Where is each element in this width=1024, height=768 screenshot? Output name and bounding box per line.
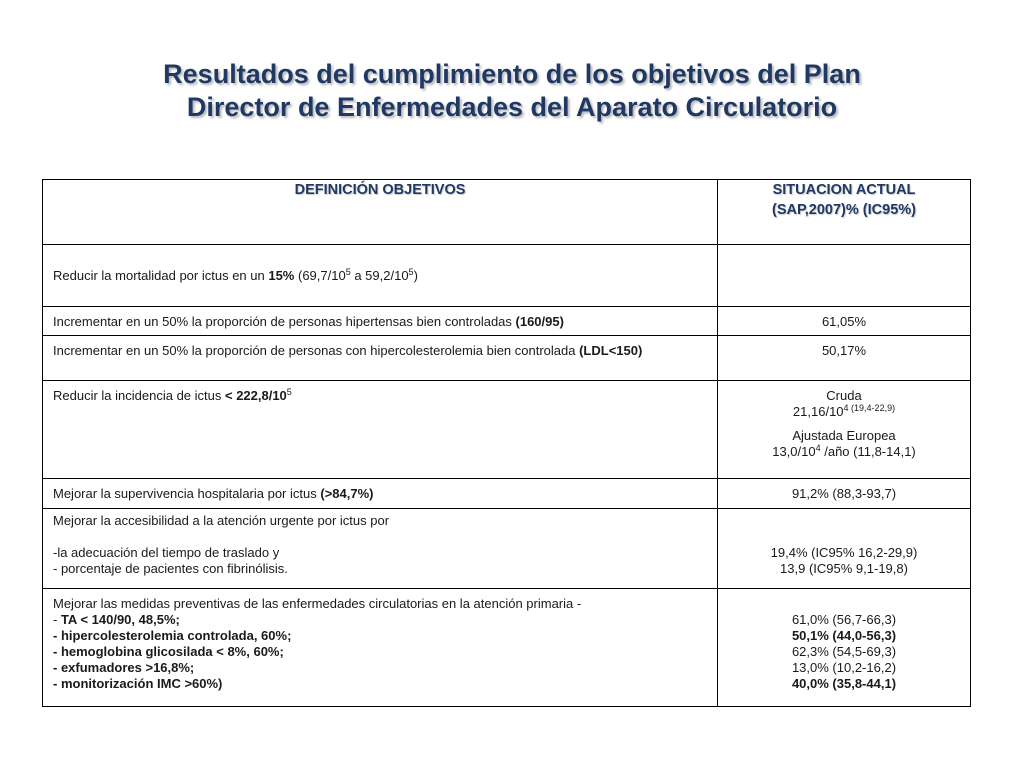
- row7-line3: - hipercolesterolemia controlada, 60%;: [53, 628, 292, 643]
- cruda-sup-ic: (19,4-22,9): [848, 403, 896, 413]
- table-row: [43, 245, 971, 307]
- row7-line1: Mejorar las medidas preventivas de las enfermedades circulatorias en la atención primaria -: [53, 596, 582, 611]
- row1-text-3: a 59,2/10: [350, 267, 409, 283]
- objective-accesibilidad: [43, 509, 718, 589]
- row2-text: Incrementar en un 50% la proporción de personas hipertensas bien controladas: [53, 314, 516, 329]
- title-line-1: Resultados del cumplimiento de los objetivos del Plan: [163, 59, 861, 89]
- table-row: [43, 307, 971, 336]
- table-row: [43, 509, 971, 589]
- result-supervivencia: 91,2% (88,3-93,7): [718, 479, 971, 509]
- row7-line4: - hemoglobina glicosilada < 8%, 60%;: [53, 644, 284, 659]
- cruda-value: [728, 404, 960, 420]
- result-hipertensas: 61,05%: [718, 307, 971, 336]
- ajustada-value-rest: /año (11,8-14,1): [820, 444, 916, 459]
- row4-sup: 5: [286, 387, 292, 397]
- row7-line2-bold: TA < 140/90, 48,5%;: [60, 612, 180, 627]
- row7-line5: - exfumadores >16,8%;: [53, 660, 195, 675]
- row7-result4: 13,0% (10,2-16,2): [791, 660, 897, 675]
- cruda-label: Cruda: [826, 388, 862, 403]
- header-situacion-actual: [718, 180, 971, 245]
- row6-line3: - porcentaje de pacientes con fibrinólisis.: [53, 561, 288, 576]
- result-mortalidad-ictus: [718, 245, 971, 307]
- row6-result2: 13,9 (IC95% 9,1-19,8): [780, 561, 908, 576]
- row4-text: Reducir la incidencia de ictus: [53, 388, 225, 403]
- objective-supervivencia: [43, 479, 718, 509]
- row3-text: Incrementar en un 50% la proporción de personas con hipercolesterolemia bien controlada: [53, 343, 580, 358]
- table-row: [43, 336, 971, 381]
- ajustada-value-text: 13,0/10: [772, 444, 816, 459]
- row5-text: Mejorar la supervivencia hospitalaria por ictus: [53, 486, 321, 501]
- row7-result3: 62,3% (54,5-69,3): [791, 644, 897, 659]
- objective-mortalidad-ictus: [43, 245, 718, 307]
- ajustada-label: Ajustada Europea: [792, 428, 896, 443]
- table-row: [43, 589, 971, 707]
- row7-result1: 61,0% (56,7-66,3): [791, 612, 897, 627]
- row6-result1: 19,4% (IC95% 16,2-29,9): [770, 545, 918, 560]
- row4-bold: < 222,8/10: [224, 388, 287, 403]
- header-col2-line1: SITUACION ACTUAL: [772, 182, 916, 198]
- ajustada-value: [728, 444, 960, 460]
- table-row: [43, 479, 971, 509]
- row7-result2: 50,1% (44,0-56,3): [791, 628, 897, 643]
- row1-sup-2: 5: [408, 266, 414, 277]
- objective-hipertensas: [43, 307, 718, 336]
- row6-line2: -la adecuación del tiempo de traslado y: [53, 545, 280, 560]
- header-col2-line2: (SAP,2007)% (IC95%): [772, 202, 916, 218]
- row7-line2-dash: -: [53, 612, 61, 627]
- objective-incidencia-ictus: [43, 381, 718, 479]
- title-line-2: Director de Enfermedades del Aparato Circulatorio: [186, 92, 838, 122]
- table-header-row: [43, 180, 971, 245]
- objective-medidas-preventivas: [43, 589, 718, 707]
- row7-result5: 40,0% (35,8-44,1): [791, 676, 897, 691]
- objective-hipercolesterolemia: [43, 336, 718, 381]
- row2-bold: (160/95): [515, 314, 564, 329]
- cruda-sup-exp: 4: [843, 403, 849, 413]
- ajustada-sup: 4: [815, 443, 821, 453]
- header-col1-text: DEFINICIÓN OBJETIVOS: [294, 182, 466, 198]
- result-medidas-preventivas: [718, 589, 971, 707]
- result-incidencia-ictus: [718, 381, 971, 479]
- result-accesibilidad: [718, 509, 971, 589]
- slide-title: [0, 58, 1024, 124]
- row5-bold: (>84,7%): [320, 486, 374, 501]
- objectives-table: [42, 179, 971, 707]
- row1-sup-1: 5: [345, 266, 351, 277]
- header-definicion-objetivos: [43, 180, 718, 245]
- row1-text-2: (69,7/10: [294, 267, 346, 283]
- row1-bold: 15%: [268, 267, 295, 283]
- row3-bold: (LDL<150): [579, 343, 643, 358]
- row1-text-1: Reducir la mortalidad por ictus en un: [53, 267, 269, 283]
- row1-text-4: ): [413, 267, 418, 283]
- result-hipercolesterolemia: 50,17%: [718, 336, 971, 381]
- table-row: [43, 381, 971, 479]
- row7-line6: - monitorización IMC >60%): [53, 676, 223, 691]
- cruda-value-text: 21,16/10: [792, 404, 844, 419]
- row7-line2: [53, 612, 707, 628]
- row6-line1: Mejorar la accesibilidad a la atención urgente por ictus por: [53, 513, 390, 528]
